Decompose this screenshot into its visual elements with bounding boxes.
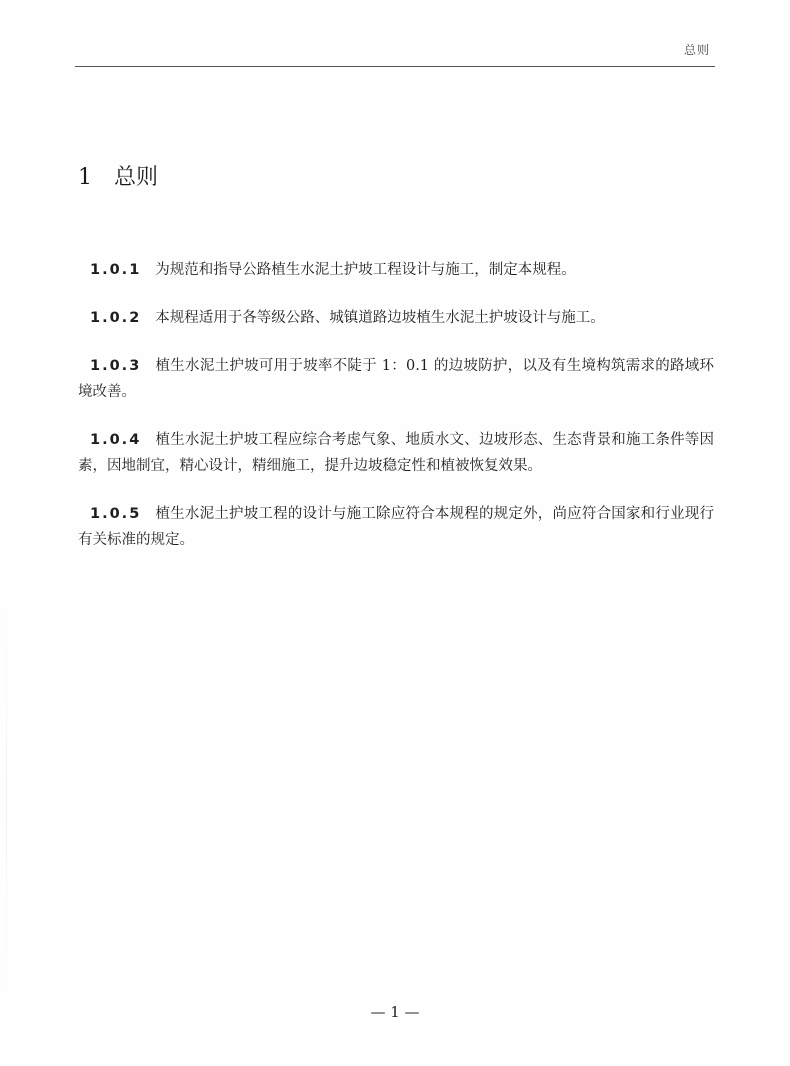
clause	[78, 427, 714, 479]
clause-text: 本规程适用于各等级公路、城镇道路边坡植生水泥土护坡设计与施工。	[155, 310, 605, 326]
clause-number: 1.0.4	[90, 432, 142, 448]
clause-text: 植生水泥土护坡可用于坡率不陡于 1：0.1 的边坡防护，以及有生境构筑需求的路域环境改善。	[78, 358, 714, 400]
chapter-title	[78, 160, 158, 191]
clause-text: 植生水泥土护坡工程应综合考虑气象、地质水文、边坡形态、生态背景和施工条件等因素，因地制宜，精心设计，精细施工，提升边坡稳定性和植被恢复效果。	[78, 432, 714, 474]
clause-number: 1.0.5	[90, 506, 142, 522]
clause-list	[78, 257, 714, 575]
clause-number: 1.0.3	[90, 358, 142, 374]
clause-number: 1.0.1	[90, 262, 142, 278]
clause	[78, 353, 714, 405]
chapter-number: 1	[78, 165, 92, 190]
clause-number: 1.0.2	[90, 310, 142, 326]
chapter-title-text: 总则	[114, 165, 159, 190]
clause-text: 为规范和指导公路植生水泥土护坡工程设计与施工，制定本规程。	[155, 262, 576, 278]
running-header: 总则	[683, 43, 710, 57]
header-rule	[75, 66, 715, 67]
page-number: — 1 —	[370, 1003, 420, 1021]
clause	[78, 501, 714, 553]
scan-edge-shadow	[6, 600, 7, 1000]
clause	[78, 305, 714, 331]
clause-text: 植生水泥土护坡工程的设计与施工除应符合本规程的规定外，尚应符合国家和行业现行有关标准的规定。	[78, 506, 714, 548]
clause	[78, 257, 714, 283]
